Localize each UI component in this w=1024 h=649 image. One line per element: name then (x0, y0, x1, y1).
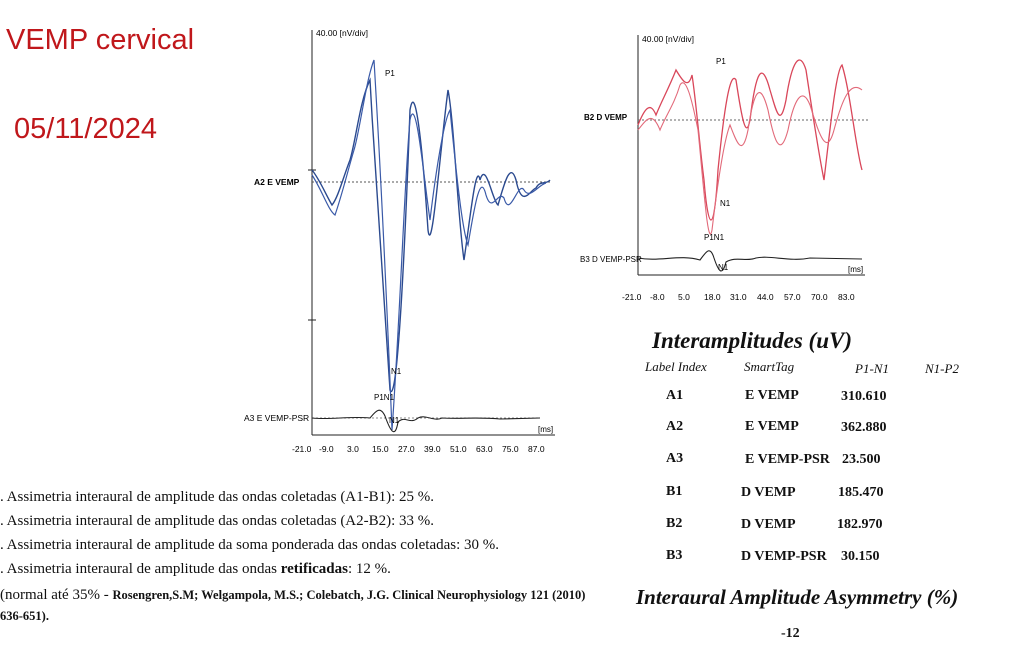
table-cell: A2 (666, 419, 684, 434)
trace-a2-2 (312, 60, 546, 430)
table-cell: 185.470 (838, 485, 884, 500)
x-tick-label: 87.0 (528, 444, 545, 454)
peak-label: P1 (716, 57, 726, 66)
x-tick-label: 3.0 (347, 444, 359, 454)
peak-label: P1N1 (374, 393, 395, 402)
x-tick-label: 18.0 (704, 292, 721, 302)
note-line: . Assimetria interaural de amplitude das ondas coletadas (A2-B2): 33 %. (0, 513, 435, 529)
trace-b3 (638, 251, 862, 271)
table-cell: 182.970 (837, 517, 883, 532)
col-header-n1p2: N1-P2 (925, 361, 959, 376)
trace-b2-1 (638, 60, 862, 220)
col-header-p1n1: P1-N1 (855, 361, 889, 376)
peak-label: N1 (718, 263, 729, 272)
trace-b2-2 (638, 83, 862, 234)
x-tick-label: 70.0 (811, 292, 828, 302)
x-unit-label: [ms] (848, 265, 864, 274)
trace-a3 (312, 410, 540, 431)
asymmetry-value: -12 (781, 626, 800, 641)
scale-label: 40.00 [nV/div] (642, 34, 694, 44)
note-text: . Assimetria interaural de amplitude das ondas (0, 561, 281, 577)
x-tick-label: -21.0 (292, 444, 312, 454)
x-tick-label: 75.0 (502, 444, 519, 454)
exam-date: 05/11/2024 (14, 113, 157, 145)
table-cell: A3 (666, 451, 684, 466)
asymmetry-title: Interaural Amplitude Asymmetry (%) (636, 585, 959, 609)
x-tick-label: 51.0 (450, 444, 467, 454)
x-tick-label: 57.0 (784, 292, 801, 302)
table-cell: A1 (666, 388, 684, 403)
x-tick-label: 27.0 (398, 444, 415, 454)
note-bold: retificadas (280, 561, 348, 577)
peak-label: P1 (385, 69, 395, 78)
peak-label: P1N1 (704, 233, 725, 242)
table-cell: D VEMP (741, 485, 796, 500)
x-tick-label: 83.0 (838, 292, 855, 302)
table-cell: B1 (666, 484, 683, 499)
reference-text: Rosengren,S.M; Welgampola, M.S.; Colebatch, J.G. Clinical Neurophysiology 121 (2010) 636-651). (0, 588, 586, 623)
x-tick-label: -8.0 (650, 292, 665, 302)
table-cell: D VEMP-PSR (741, 549, 827, 564)
table-title: Interamplitudes (uV) (652, 328, 853, 353)
table-cell: 23.500 (842, 452, 881, 467)
note-line: . Assimetria interaural de amplitude das ondas coletadas (A1-B1): 25 %. (0, 489, 435, 505)
right-vemp-chart (580, 30, 880, 310)
table-cell: E VEMP (745, 419, 799, 434)
table-cell: B3 (666, 548, 683, 563)
reference-prefix: (normal até 35% - (0, 587, 113, 603)
col-header-smarttag: SmartTag (744, 359, 795, 374)
x-tick-label: 31.0 (730, 292, 747, 302)
table-cell: E VEMP-PSR (745, 452, 830, 467)
x-tick-label: 44.0 (757, 292, 774, 302)
trace-a2-1 (312, 80, 550, 391)
x-unit-label: [ms] (538, 425, 554, 434)
series-label-b2: B2 D VEMP (584, 113, 628, 122)
table-cell: 310.610 (841, 389, 887, 404)
table-cell: 362.880 (841, 420, 887, 435)
x-tick-label: 5.0 (678, 292, 690, 302)
x-tick-label: -9.0 (319, 444, 334, 454)
table-cell: 30.150 (841, 549, 880, 564)
x-tick-label: 63.0 (476, 444, 493, 454)
note-line (0, 559, 391, 580)
peak-label: N1 (720, 199, 731, 208)
peak-label: N1 (391, 367, 402, 376)
scale-label: 40.00 [nV/div] (316, 28, 368, 38)
col-header-label-index: Label Index (645, 359, 707, 374)
reference (0, 585, 610, 627)
table-cell: D VEMP (741, 517, 796, 532)
note-line: . Assimetria interaural de amplitude da soma ponderada das ondas coletadas: 30 %. (0, 537, 500, 553)
left-vemp-chart (240, 20, 570, 460)
page-title: VEMP cervical (6, 24, 195, 56)
series-label-a3: A3 E VEMP-PSR (244, 413, 310, 423)
x-tick-label: -21.0 (622, 292, 642, 302)
peak-label: N1 (389, 416, 400, 425)
series-label-b3: B3 D VEMP-PSR (580, 255, 642, 264)
table-cell: B2 (666, 516, 683, 531)
table-cell: E VEMP (745, 388, 799, 403)
note-text: : 12 %. (347, 561, 391, 577)
x-tick-label: 15.0 (372, 444, 389, 454)
x-tick-label: 39.0 (424, 444, 441, 454)
series-label-a2: A2 E VEMP (254, 177, 300, 187)
